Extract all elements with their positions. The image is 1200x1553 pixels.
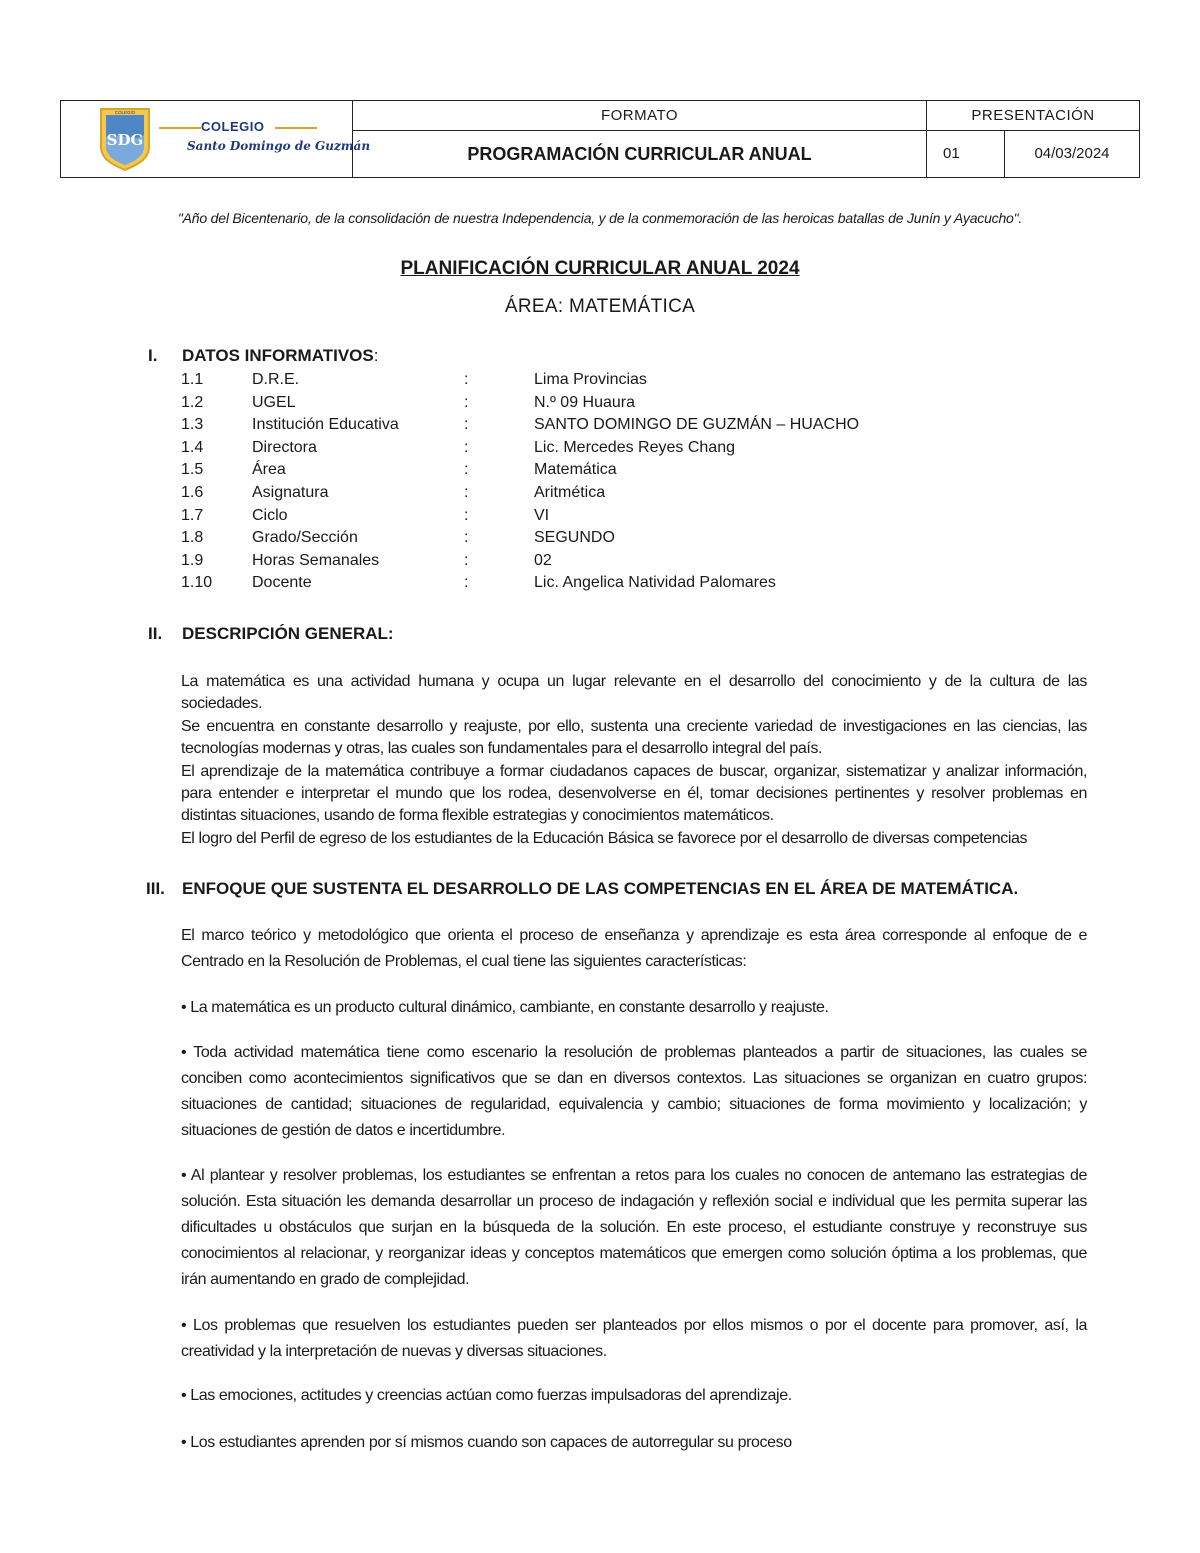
info-row-number: 1.7: [181, 506, 204, 524]
format-label: FORMATO: [353, 101, 927, 131]
info-row-label: Horas Semanales: [252, 551, 380, 569]
shield-icon: [97, 107, 157, 171]
logo-seal-text: COLEGIO: [114, 110, 136, 115]
logo-letters: SDG: [106, 131, 144, 149]
info-row-separator: :: [464, 484, 469, 501]
info-row-label: Institución Educativa: [252, 416, 399, 434]
logo-rule-right: [275, 127, 317, 129]
info-row-value: VI: [534, 506, 550, 524]
info-row-value: Matemática: [534, 461, 617, 479]
info-row-label: Grado/Sección: [252, 529, 358, 547]
section-3-bullet: • Al plantear y resolver problemas, los estudiantes se enfrentan a retos para los cuales no conocen de antemano las estrategias de solución. Esta situación les demanda desarrollar un proceso de indagación y reflexión social e individual que les permita superar las dificultades u obstáculos que surjan en la búsqueda de la solución. En este proceso, el estudiante construye y reconstruye sus conocimientos al relacionar, y reorganizar ideas y conceptos matemáticos que emergen como solución óptima a los problemas, que irán aumentando en grado de complejidad.: [181, 1167, 1087, 1288]
info-row-value: Lic. Angelica Natividad Palomares: [534, 574, 776, 592]
logo-rule-left: [159, 127, 201, 129]
info-row-label: D.R.E.: [252, 371, 300, 388]
info-row-value: 02: [534, 551, 552, 569]
info-row-separator: :: [464, 416, 469, 434]
presentation-number: 01: [927, 131, 1005, 177]
document-title: PLANIFICACIÓN CURRICULAR ANUAL 2024: [400, 258, 800, 279]
info-row-number: 1.2: [181, 393, 204, 411]
info-row-label: Área: [252, 461, 286, 479]
info-row-label: UGEL: [252, 393, 296, 411]
info-row-number: 1.8: [181, 529, 204, 547]
info-row-separator: :: [464, 393, 469, 411]
info-row-separator: :: [464, 506, 469, 524]
section-1-title: DATOS INFORMATIVOS: [182, 346, 374, 365]
info-row-number: 1.3: [181, 416, 204, 434]
section-3-number: III.: [146, 879, 165, 898]
info-row-separator: :: [464, 551, 469, 569]
format-value: PROGRAMACIÓN CURRICULAR ANUAL: [353, 131, 927, 177]
section-3-intro: El marco teórico y metodológico que orienta el proceso de enseñanza y aprendizaje es esta área corresponde al enfoque de e Centrado en la Resolución de Problemas, el cual tiene las siguientes características:: [181, 927, 1087, 970]
info-row-value: Lima Provincias: [534, 371, 647, 388]
logo-college-label: COLEGIO: [201, 119, 265, 134]
section-3-title: ENFOQUE QUE SUSTENTA EL DESARROLLO DE LAS COMPETENCIAS EN EL ÁREA DE MATEMÁTICA.: [182, 879, 1019, 898]
info-row-label: Asignatura: [252, 484, 329, 501]
info-row-value: SEGUNDO: [534, 529, 615, 547]
info-row-separator: :: [464, 574, 469, 592]
info-row-label: Directora: [252, 438, 317, 456]
school-logo: [97, 107, 371, 171]
year-motto: "Año del Bicentenario, de la consolidación de nuestra Independencia, y de la conmemoración de las heroicas batallas de Junín y Ayacucho".: [177, 210, 1023, 226]
section-3-bullet: • Toda actividad matemática tiene como escenario la resolución de problemas planteados a partir de situaciones, las cuales se conciben como acontecimientos significativos que se dan en diversos contextos. Las situaciones se organizan en cuatro grupos: situaciones de cantidad; situaciones de regularidad, equivalencia y cambio; situaciones de forma movimiento y localización; y situaciones de gestión de datos e incertidumbre.: [181, 1044, 1087, 1139]
section-3-bullet: • Los estudiantes aprenden por sí mismos cuando son capaces de autorregular su proceso: [181, 1434, 792, 1451]
section-2-heading: [148, 624, 394, 644]
info-row-label: Ciclo: [252, 506, 288, 524]
info-row-number: 1.5: [181, 461, 204, 479]
section-3-bullet: • Las emociones, actitudes y creencias actúan como fuerzas impulsadoras del aprendizaje.: [181, 1387, 792, 1404]
info-row-value: N.º 09 Huaura: [534, 393, 636, 411]
section-3-heading: [146, 879, 1018, 899]
info-row-value: Aritmética: [534, 484, 606, 501]
info-row-value: Lic. Mercedes Reyes Chang: [534, 438, 735, 456]
info-row-number: 1.9: [181, 551, 204, 569]
section-2-text: La matemática es una actividad humana y ocupa un lugar relevante en el desarrollo del conocimiento y de la cultura de las sociedades. Se encuentra en constante desarrollo y reajuste, por ello, sustenta una creciente variedad de investigaciones en las ciencias, las tecnologías modernas y otras, las cuales son fundamentales para el desarrollo integral del país. El aprendizaje de la matemática contribuye a formar ciudadanos capaces de buscar, organizar, sistematizar y analizar información, para entender e interpretar el mundo que los rodea, desenvolverse en él, tomar decisiones pertinentes y resolver problemas en distintas situaciones, usando de forma flexible estrategias y conocimientos matemáticos. El logro del Perfil de egreso de los estudiantes de la Educación Básica se favorece por el desarrollo de diversas competencias: [181, 673, 1087, 847]
info-row-number: 1.4: [181, 438, 204, 456]
info-row-separator: :: [464, 529, 469, 547]
area-subtitle: ÁREA: MATEMÁTICA: [504, 296, 696, 317]
info-row-number: 1.1: [181, 371, 204, 388]
presentation-date: 04/03/2024: [1034, 145, 1110, 162]
info-row-value: SANTO DOMINGO DE GUZMÁN – HUACHO: [534, 416, 860, 434]
presentation-label: PRESENTACIÓN: [927, 101, 1139, 131]
info-row-separator: :: [464, 461, 469, 479]
section-3-bullet: • La matemática es un producto cultural dinámico, cambiante, en constante desarrollo y reajuste.: [181, 999, 829, 1016]
section-3-bullet: • Los problemas que resuelven los estudiantes pueden ser planteados por ellos mismos o por el docente para promover, así, la creatividad y la interpretación de nuevas y diversas situaciones.: [181, 1317, 1087, 1360]
header-table: [60, 100, 1140, 178]
info-row-separator: :: [464, 438, 469, 456]
logo-school-name: Santo Domingo de Guzmán: [187, 139, 371, 153]
section-1-heading: [148, 346, 378, 366]
info-row-number: 1.10: [181, 574, 213, 592]
info-row-label: Docente: [252, 574, 312, 592]
section-1-number: I.: [148, 346, 158, 365]
section-2-title: DESCRIPCIÓN GENERAL:: [182, 624, 394, 643]
logo-cell: [61, 101, 371, 177]
section-2-number: II.: [148, 624, 163, 643]
section-1-colon: :: [373, 346, 379, 365]
info-row-separator: :: [464, 371, 469, 388]
info-row-number: 1.6: [181, 484, 204, 501]
